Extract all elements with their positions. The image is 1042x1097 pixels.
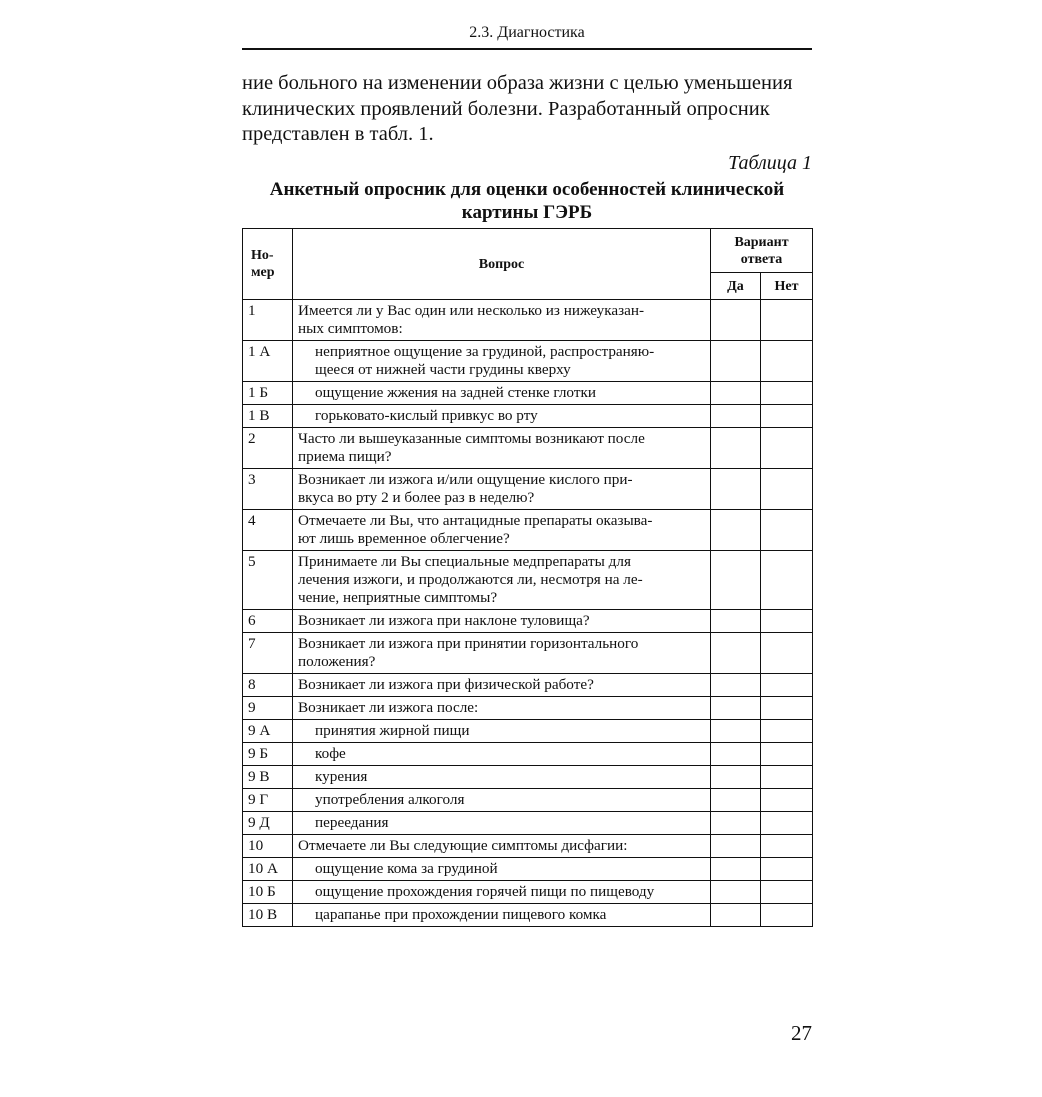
question-line: ных симптомов: xyxy=(298,320,403,337)
answer-no-cell[interactable] xyxy=(761,610,813,633)
answer-yes-cell[interactable] xyxy=(711,551,761,610)
answer-no-cell[interactable] xyxy=(761,858,813,881)
table-row xyxy=(243,789,813,812)
row-number: 10 Б xyxy=(243,881,293,904)
table-row xyxy=(243,904,813,927)
table-row xyxy=(243,551,813,610)
question-line: Принимаете ли Вы специальные медпрепараты для xyxy=(298,553,631,570)
question-line: вкуса во рту 2 и более раз в неделю? xyxy=(298,489,535,506)
table-row xyxy=(243,743,813,766)
question-line: Возникает ли изжога после: xyxy=(298,699,479,716)
table-row xyxy=(243,720,813,743)
question-line: ощущение кома за грудиной xyxy=(315,860,498,877)
table-title xyxy=(242,178,812,224)
header-question: Вопрос xyxy=(293,229,711,300)
answer-no-cell[interactable] xyxy=(761,428,813,469)
answer-no-cell[interactable] xyxy=(761,341,813,382)
question-line: Отмечаете ли Вы, что антацидные препараты оказыва- xyxy=(298,512,653,529)
answer-yes-cell[interactable] xyxy=(711,674,761,697)
question-line: приема пищи? xyxy=(298,448,392,465)
answer-no-cell[interactable] xyxy=(761,469,813,510)
question-line: ют лишь временное облегчение? xyxy=(298,530,510,547)
table-row xyxy=(243,633,813,674)
row-number: 7 xyxy=(243,633,293,674)
question-line: Имеется ли у Вас один или несколько из нижеуказан- xyxy=(298,302,645,319)
question-line: Возникает ли изжога и/или ощущение кислого при- xyxy=(298,471,633,488)
answer-yes-cell[interactable] xyxy=(711,789,761,812)
row-number: 9 А xyxy=(243,720,293,743)
table-row xyxy=(243,610,813,633)
question-line: Отмечаете ли Вы следующие симптомы дисфагии: xyxy=(298,837,628,854)
answer-yes-cell[interactable] xyxy=(711,633,761,674)
table-row xyxy=(243,835,813,858)
row-number: 5 xyxy=(243,551,293,610)
row-question xyxy=(293,881,711,904)
table-row xyxy=(243,674,813,697)
row-number: 1 А xyxy=(243,341,293,382)
question-line: Возникает ли изжога при физической работе? xyxy=(298,676,594,693)
question-line: Возникает ли изжога при наклоне туловища? xyxy=(298,612,590,629)
answer-yes-cell[interactable] xyxy=(711,300,761,341)
answer-no-cell[interactable] xyxy=(761,904,813,927)
row-question xyxy=(293,835,711,858)
answer-no-cell[interactable] xyxy=(761,510,813,551)
answer-yes-cell[interactable] xyxy=(711,510,761,551)
header-number: Но- мер xyxy=(243,229,293,300)
question-line: положения? xyxy=(298,653,376,670)
row-question xyxy=(293,382,711,405)
row-question xyxy=(293,633,711,674)
question-line: ощущение жжения на задней стенке глотки xyxy=(315,384,596,401)
answer-no-cell[interactable] xyxy=(761,835,813,858)
answer-no-cell[interactable] xyxy=(761,300,813,341)
answer-yes-cell[interactable] xyxy=(711,697,761,720)
table-row xyxy=(243,382,813,405)
question-line: курения xyxy=(315,768,368,785)
row-number: 9 Г xyxy=(243,789,293,812)
row-question xyxy=(293,405,711,428)
table-row xyxy=(243,469,813,510)
question-line: лечения изжоги, и продолжаются ли, несмотря на ле- xyxy=(298,571,643,588)
question-line: горьковато-кислый привкус во рту xyxy=(315,407,538,424)
questionnaire-table xyxy=(242,228,813,927)
table-row xyxy=(243,510,813,551)
row-question xyxy=(293,789,711,812)
table-row xyxy=(243,428,813,469)
row-question xyxy=(293,469,711,510)
question-line: переедания xyxy=(315,814,389,831)
row-question xyxy=(293,720,711,743)
answer-no-cell[interactable] xyxy=(761,881,813,904)
question-line: употребления алкоголя xyxy=(315,791,465,808)
row-question xyxy=(293,428,711,469)
answer-no-cell[interactable] xyxy=(761,766,813,789)
row-question xyxy=(293,341,711,382)
question-line: неприятное ощущение за грудиной, распространяю- xyxy=(315,343,655,360)
row-question xyxy=(293,904,711,927)
answer-yes-cell[interactable] xyxy=(711,469,761,510)
paragraph-line: представлен в табл. 1. xyxy=(242,123,434,145)
row-number: 1 В xyxy=(243,405,293,428)
question-line: Возникает ли изжога при принятии горизонтального xyxy=(298,635,639,652)
table-row xyxy=(243,341,813,382)
header-no: Нет xyxy=(761,273,813,300)
row-question xyxy=(293,510,711,551)
row-question xyxy=(293,766,711,789)
row-number: 9 xyxy=(243,697,293,720)
answer-no-cell[interactable] xyxy=(761,551,813,610)
row-number: 3 xyxy=(243,469,293,510)
table-label: Таблица 1 xyxy=(728,152,812,174)
answer-yes-cell[interactable] xyxy=(711,904,761,927)
row-question xyxy=(293,300,711,341)
row-number: 2 xyxy=(243,428,293,469)
table-title-line: картины ГЭРБ xyxy=(461,202,593,223)
row-number: 1 Б xyxy=(243,382,293,405)
answer-no-cell[interactable] xyxy=(761,382,813,405)
header-yes: Да xyxy=(711,273,761,300)
table-row xyxy=(243,405,813,428)
header-rule xyxy=(242,48,812,50)
row-number: 10 А xyxy=(243,858,293,881)
row-number: 8 xyxy=(243,674,293,697)
answer-yes-cell[interactable] xyxy=(711,405,761,428)
answer-no-cell[interactable] xyxy=(761,720,813,743)
question-line: ощущение прохождения горячей пищи по пищеводу xyxy=(315,883,655,900)
answer-no-cell[interactable] xyxy=(761,697,813,720)
table-row xyxy=(243,812,813,835)
answer-no-cell[interactable] xyxy=(761,405,813,428)
question-line: щееся от нижней части грудины кверху xyxy=(315,361,571,378)
answer-yes-cell[interactable] xyxy=(711,743,761,766)
table-row xyxy=(243,858,813,881)
row-question xyxy=(293,674,711,697)
row-number: 1 xyxy=(243,300,293,341)
table-row xyxy=(243,881,813,904)
page-number: 27 xyxy=(791,1021,812,1045)
row-number: 4 xyxy=(243,510,293,551)
answer-yes-cell[interactable] xyxy=(711,720,761,743)
row-number: 6 xyxy=(243,610,293,633)
answer-yes-cell[interactable] xyxy=(711,382,761,405)
row-number: 10 В xyxy=(243,904,293,927)
question-line: кофе xyxy=(315,745,346,762)
row-question xyxy=(293,858,711,881)
row-question xyxy=(293,743,711,766)
question-line: царапанье при прохождении пищевого комка xyxy=(315,906,607,923)
answer-no-cell[interactable] xyxy=(761,633,813,674)
table-row xyxy=(243,697,813,720)
answer-no-cell[interactable] xyxy=(761,743,813,766)
paragraph-line: клинических проявлений болезни. Разработанный опросник xyxy=(242,97,770,120)
answer-yes-cell[interactable] xyxy=(711,341,761,382)
row-question xyxy=(293,812,711,835)
table-row xyxy=(243,766,813,789)
row-number: 9 В xyxy=(243,766,293,789)
header-answer-variant: Вариант ответа xyxy=(711,229,813,273)
question-line: принятия жирной пищи xyxy=(315,722,470,739)
answer-no-cell[interactable] xyxy=(761,812,813,835)
table-title-line: Анкетный опросник для оценки особенностей клинической xyxy=(269,179,785,200)
row-question xyxy=(293,551,711,610)
row-number: 9 Б xyxy=(243,743,293,766)
running-head: 2.3. Диагностика xyxy=(469,24,585,41)
answer-yes-cell[interactable] xyxy=(711,858,761,881)
body-paragraph xyxy=(242,71,812,148)
answer-yes-cell[interactable] xyxy=(711,428,761,469)
question-line: чение, неприятные симптомы? xyxy=(298,589,498,606)
answer-yes-cell[interactable] xyxy=(711,812,761,835)
row-question xyxy=(293,610,711,633)
question-line: Часто ли вышеуказанные симптомы возникают после xyxy=(298,430,645,447)
table-row xyxy=(243,300,813,341)
answer-no-cell[interactable] xyxy=(761,674,813,697)
answer-yes-cell[interactable] xyxy=(711,766,761,789)
row-number: 10 xyxy=(243,835,293,858)
row-number: 9 Д xyxy=(243,812,293,835)
answer-yes-cell[interactable] xyxy=(711,835,761,858)
answer-yes-cell[interactable] xyxy=(711,610,761,633)
paragraph-line: ние больного на изменении образа жизни с целью уменьшения xyxy=(242,72,793,94)
answer-yes-cell[interactable] xyxy=(711,881,761,904)
row-question xyxy=(293,697,711,720)
answer-no-cell[interactable] xyxy=(761,789,813,812)
